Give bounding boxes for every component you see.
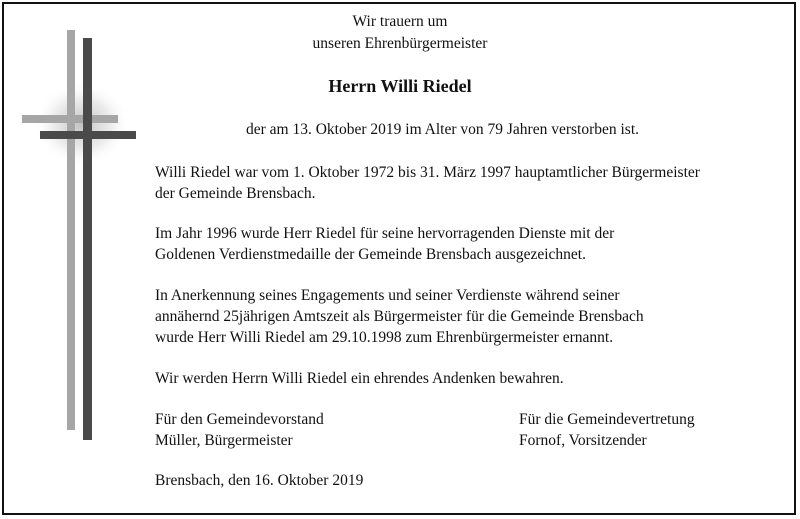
paragraph-line: Im Jahr 1996 wurde Herr Riedel für seine hervorragenden Dienste mit der [155, 225, 615, 242]
paragraph-line: Wir werden Herrn Willi Riedel ein ehrendes Andenken bewahren. [155, 370, 564, 387]
paragraph-line: Willi Riedel war vom 1. Oktober 1972 bis 31. März 1997 hauptamtlicher Bürgermeister [155, 164, 700, 181]
death-line: der am 13. Oktober 2019 im Alter von 79 Jahren verstorben ist. [246, 121, 640, 138]
paragraph-line: In Anerkennung seines Engagements und seiner Verdienste während seiner [155, 287, 620, 304]
cross-icon [0, 0, 160, 519]
signature-left-person: Müller, Bürgermeister [155, 432, 293, 449]
paragraph-line: Goldenen Verdienstmedaille der Gemeinde Brensbach ausgezeichnet. [155, 246, 586, 263]
place-date: Brensbach, den 16. Oktober 2019 [155, 472, 364, 489]
header-line-2: unseren Ehrenbürgermeister [312, 35, 488, 52]
paragraph-line: wurde Herr Willi Riedel am 29.10.1998 zum Ehrenbürgermeister ernannt. [155, 329, 614, 346]
paragraph-line: der Gemeinde Brensbach. [155, 185, 316, 202]
signature-left-org: Für den Gemeindevorstand [155, 411, 324, 428]
deceased-name: Herrn Willi Riedel [328, 76, 472, 96]
paragraph-line: annähernd 25jährigen Amtszeit als Bürgermeister für die Gemeinde Brensbach [155, 308, 644, 325]
signature-right-org: Für die Gemeindevertretung [519, 411, 695, 428]
header-line-1: Wir trauern um [352, 13, 448, 30]
signature-right-person: Fornof, Vorsitzender [519, 432, 647, 449]
